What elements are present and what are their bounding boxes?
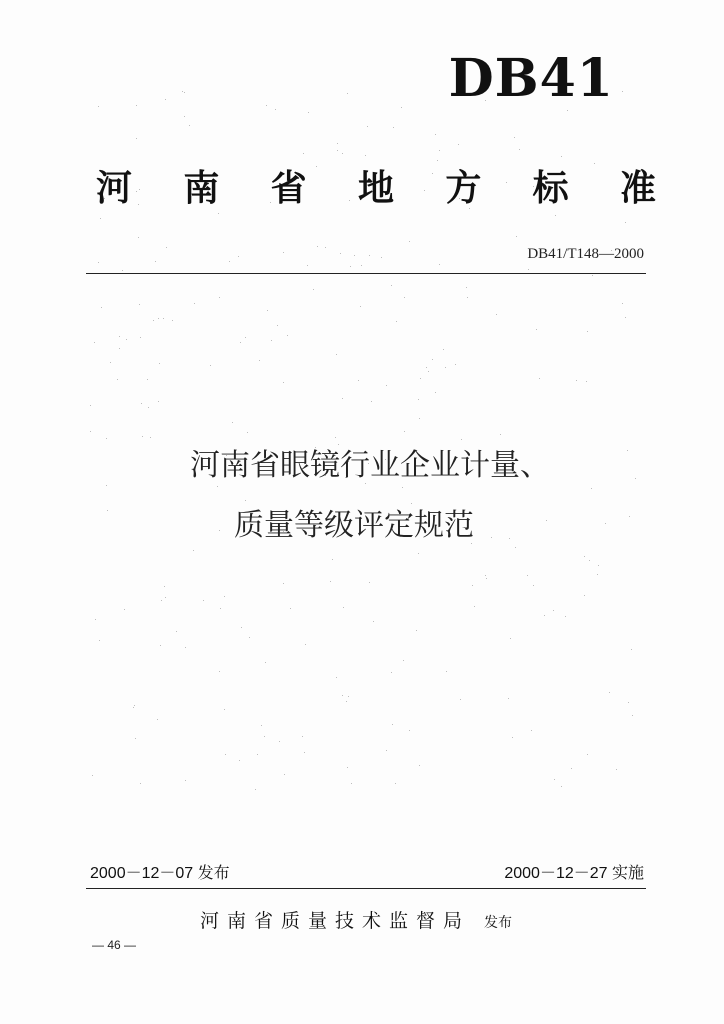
scan-speckle xyxy=(257,754,258,755)
scan-speckle xyxy=(393,127,394,128)
scan-speckle xyxy=(587,331,588,332)
scan-speckle xyxy=(369,582,370,583)
scan-speckle xyxy=(561,156,562,157)
scan-speckle xyxy=(555,215,556,216)
scan-speckle xyxy=(567,110,568,111)
scan-speckle xyxy=(277,325,278,326)
scan-speckle xyxy=(259,360,260,361)
scan-speckle xyxy=(194,303,195,304)
scan-speckle xyxy=(544,615,545,616)
scan-speckle xyxy=(271,340,272,341)
scan-speckle xyxy=(217,486,218,487)
scan-speckle xyxy=(527,575,528,576)
document-title-line-1: 河南省眼镜行业企业计量、 xyxy=(190,448,550,483)
scan-speckle xyxy=(391,285,392,286)
document-title-line-2: 质量等级评定规范 xyxy=(234,508,474,543)
scan-speckle xyxy=(161,600,162,601)
title-char: 准 xyxy=(619,167,656,209)
scan-speckle xyxy=(519,149,520,150)
scan-speckle xyxy=(553,610,554,611)
scan-speckle xyxy=(100,218,101,219)
scan-speckle xyxy=(500,434,501,435)
scan-speckle xyxy=(283,583,284,584)
scan-speckle xyxy=(432,359,433,360)
scan-speckle xyxy=(373,621,374,622)
scan-speckle xyxy=(332,559,333,560)
scan-speckle xyxy=(460,699,461,700)
scan-speckle xyxy=(340,253,341,254)
scan-speckle xyxy=(342,398,343,399)
scan-speckle xyxy=(426,367,427,368)
scan-speckle xyxy=(409,730,410,731)
scan-speckle xyxy=(391,672,392,673)
scan-speckle xyxy=(360,306,361,307)
scan-speckle xyxy=(446,671,447,672)
scan-speckle xyxy=(496,314,497,315)
scan-speckle xyxy=(335,437,336,438)
scan-speckle xyxy=(225,754,226,755)
scan-speckle xyxy=(404,297,405,298)
scan-speckle xyxy=(622,91,623,92)
bottom-divider xyxy=(86,888,646,889)
scan-speckle xyxy=(159,363,160,364)
scan-speckle xyxy=(358,380,359,381)
page-number: — 46 — xyxy=(92,938,137,952)
scan-speckle xyxy=(287,335,288,336)
scan-speckle xyxy=(304,752,305,753)
top-divider xyxy=(86,273,646,274)
scan-speckle xyxy=(435,392,436,393)
scan-speckle xyxy=(140,783,141,784)
scan-speckle xyxy=(342,153,343,154)
scan-speckle xyxy=(576,380,577,381)
standard-number: DB41/T148—2000 xyxy=(527,246,644,262)
scan-speckle xyxy=(337,150,338,151)
scan-speckle xyxy=(94,342,95,343)
scan-speckle xyxy=(249,637,250,638)
scan-speckle xyxy=(336,354,337,355)
scan-speckle xyxy=(160,645,161,646)
scan-speckle xyxy=(419,765,420,766)
scan-speckle xyxy=(148,407,149,408)
scan-speckle xyxy=(631,649,632,650)
scan-speckle xyxy=(275,109,276,110)
scan-speckle xyxy=(147,379,148,380)
scan-speckle xyxy=(347,93,348,94)
scan-speckle xyxy=(166,247,167,248)
scan-speckle xyxy=(597,574,598,575)
scan-speckle xyxy=(184,92,185,93)
scan-speckle xyxy=(106,485,107,486)
scan-speckle xyxy=(367,126,368,127)
scan-speckle xyxy=(119,348,120,349)
title-char: 方 xyxy=(445,167,482,209)
scan-speckle xyxy=(467,297,468,298)
title-char: 河 xyxy=(96,167,133,209)
scan-speckle xyxy=(458,144,459,145)
scan-speckle xyxy=(126,339,127,340)
scan-speckle xyxy=(418,553,419,554)
scan-speckle xyxy=(428,371,429,372)
scan-speckle xyxy=(474,606,475,607)
scan-speckle xyxy=(247,432,248,433)
scan-speckle xyxy=(119,336,120,337)
scan-speckle xyxy=(330,581,331,582)
scan-speckle xyxy=(439,150,440,151)
scan-speckle xyxy=(386,385,387,386)
issue-date: 2000－12－07 发布 xyxy=(90,865,230,882)
scan-speckle xyxy=(99,640,100,641)
scan-speckle xyxy=(350,266,351,267)
scan-speckle xyxy=(396,321,397,322)
scan-speckle xyxy=(290,608,291,609)
issuer-suffix: 发布 xyxy=(484,915,513,931)
scan-speckle xyxy=(110,362,111,363)
scan-speckle xyxy=(584,595,585,596)
scan-speckle xyxy=(587,754,588,755)
scan-speckle xyxy=(531,730,532,731)
scan-speckle xyxy=(609,692,610,693)
scan-speckle xyxy=(245,337,246,338)
scan-speckle xyxy=(313,289,314,290)
scan-speckle xyxy=(466,287,467,288)
scan-speckle xyxy=(122,270,123,271)
scan-speckle xyxy=(342,695,343,696)
scan-speckle xyxy=(512,737,513,738)
scan-speckle xyxy=(90,405,91,406)
scan-speckle xyxy=(409,241,410,242)
scan-speckle xyxy=(158,401,159,402)
scan-speckle xyxy=(135,738,136,739)
scan-speckle xyxy=(176,631,177,632)
scan-speckle xyxy=(229,261,230,262)
scan-speckle xyxy=(165,597,166,598)
scan-speckle xyxy=(308,112,309,113)
scan-speckle xyxy=(632,715,633,716)
scan-speckle xyxy=(150,437,151,438)
scan-speckle xyxy=(136,138,137,139)
scan-speckle xyxy=(392,724,393,725)
scan-speckle xyxy=(418,399,419,400)
scan-speckle xyxy=(172,320,173,321)
scan-speckle xyxy=(218,213,219,214)
title-char: 地 xyxy=(357,167,394,209)
scan-speckle xyxy=(347,767,348,768)
scan-speckle xyxy=(155,261,156,262)
scan-speckle xyxy=(284,774,285,775)
scan-speckle xyxy=(141,403,142,404)
scan-speckle xyxy=(591,488,592,489)
scan-speckle xyxy=(404,431,405,432)
standard-category-title xyxy=(96,160,656,211)
scan-speckle xyxy=(163,318,164,319)
scan-speckle xyxy=(264,736,265,737)
scan-speckle xyxy=(189,125,190,126)
scan-speckle xyxy=(435,134,436,135)
scan-speckle xyxy=(616,769,617,770)
scan-speckle xyxy=(158,318,159,319)
scan-speckle xyxy=(472,585,473,586)
scan-speckle xyxy=(157,719,158,720)
scan-speckle xyxy=(98,106,99,107)
scan-speckle xyxy=(283,382,284,383)
scan-speckle xyxy=(486,578,487,579)
title-char: 省 xyxy=(270,167,307,209)
scan-speckle xyxy=(317,246,318,247)
scan-speckle xyxy=(241,627,242,628)
scan-speckle xyxy=(598,565,599,566)
scan-speckle xyxy=(346,701,347,702)
scan-speckle xyxy=(303,153,304,154)
scan-speckle xyxy=(279,741,280,742)
scan-speckle xyxy=(528,269,529,270)
scan-speckle xyxy=(365,155,366,156)
scan-speckle xyxy=(395,783,396,784)
scan-speckle xyxy=(219,671,220,672)
scan-speckle xyxy=(185,780,186,781)
scan-speckle xyxy=(325,247,326,248)
scan-speckle xyxy=(589,560,590,561)
scan-speckle xyxy=(343,607,344,608)
scan-speckle xyxy=(220,608,221,609)
scan-speckle xyxy=(92,775,93,776)
scan-speckle xyxy=(561,786,562,787)
scan-speckle xyxy=(95,619,96,620)
scan-speckle xyxy=(224,709,225,710)
scan-speckle xyxy=(401,107,402,108)
scan-speckle xyxy=(536,329,537,330)
title-char: 标 xyxy=(532,167,569,209)
issuer-line xyxy=(200,906,512,933)
scan-speckle xyxy=(307,265,308,266)
scan-speckle xyxy=(101,307,102,308)
scan-speckle xyxy=(90,431,91,432)
scan-speckle xyxy=(302,736,303,737)
scan-speckle xyxy=(455,364,456,365)
scan-speckle xyxy=(165,99,166,100)
scan-speckle xyxy=(565,616,566,617)
scan-speckle xyxy=(142,436,143,437)
scan-speckle xyxy=(592,275,593,276)
scan-speckle xyxy=(133,707,134,708)
scan-speckle xyxy=(265,662,266,663)
scan-speckle xyxy=(283,252,284,253)
scan-speckle xyxy=(416,630,417,631)
scan-speckle xyxy=(514,137,515,138)
scan-speckle xyxy=(445,367,446,368)
scan-speckle xyxy=(381,257,382,258)
scan-speckle xyxy=(337,143,338,144)
scan-speckle xyxy=(369,255,370,256)
scan-speckle xyxy=(586,381,587,382)
scan-speckle xyxy=(203,600,204,601)
scan-speckle xyxy=(261,725,262,726)
scan-speckle xyxy=(622,303,623,304)
scan-speckle xyxy=(439,264,440,265)
scan-speckle xyxy=(361,265,362,266)
scan-speckle xyxy=(136,105,137,106)
scan-speckle xyxy=(239,760,240,761)
standard-code: DB41 xyxy=(448,48,614,109)
scan-speckle xyxy=(305,644,306,645)
scan-speckle xyxy=(420,378,421,379)
scan-speckle xyxy=(210,365,211,366)
scan-speckle xyxy=(386,750,387,751)
scan-speckle xyxy=(403,660,404,661)
scan-speckle xyxy=(240,342,241,343)
scan-speckle xyxy=(238,256,239,257)
scan-speckle xyxy=(419,418,420,419)
scan-speckle xyxy=(354,255,355,256)
scan-speckle xyxy=(516,236,517,237)
scan-speckle xyxy=(266,105,267,106)
scan-speckle xyxy=(539,378,540,379)
scan-speckle xyxy=(140,337,141,338)
scan-speckle xyxy=(485,575,486,576)
scan-speckle xyxy=(117,379,118,380)
title-char: 南 xyxy=(183,167,220,209)
scan-speckle xyxy=(106,438,107,439)
scan-speckle xyxy=(351,783,352,784)
scan-speckle xyxy=(510,638,511,639)
scan-speckle xyxy=(139,304,140,305)
scan-speckle xyxy=(255,789,256,790)
scan-speckle xyxy=(554,779,555,780)
scan-speckle xyxy=(533,585,534,586)
scan-speckle xyxy=(336,677,337,678)
scan-speckle xyxy=(348,696,349,697)
scan-speckle xyxy=(402,487,403,488)
scan-speckle xyxy=(138,237,139,238)
implementation-date: 2000－12－27 实施 xyxy=(504,865,644,882)
scan-speckle xyxy=(219,297,220,298)
scan-speckle xyxy=(371,401,372,402)
scan-speckle xyxy=(98,262,99,263)
scan-speckle xyxy=(224,596,225,597)
scan-speckle xyxy=(124,609,125,610)
scan-speckle xyxy=(193,550,194,551)
scan-speckle xyxy=(508,698,509,699)
scan-speckle xyxy=(515,547,516,548)
scan-speckle xyxy=(443,349,444,350)
scan-speckle xyxy=(164,586,165,587)
scan-speckle xyxy=(184,116,185,117)
scan-speckle xyxy=(571,768,572,769)
issuer-name: 河南省质量技术监督局 xyxy=(200,910,471,932)
scan-speckle xyxy=(232,422,233,423)
scan-speckle xyxy=(185,647,186,648)
scan-speckle xyxy=(153,320,154,321)
scan-speckle xyxy=(628,702,629,703)
scan-speckle xyxy=(625,317,626,318)
scan-speckle xyxy=(625,222,626,223)
scan-speckle xyxy=(584,556,585,557)
scan-speckle xyxy=(267,310,268,311)
